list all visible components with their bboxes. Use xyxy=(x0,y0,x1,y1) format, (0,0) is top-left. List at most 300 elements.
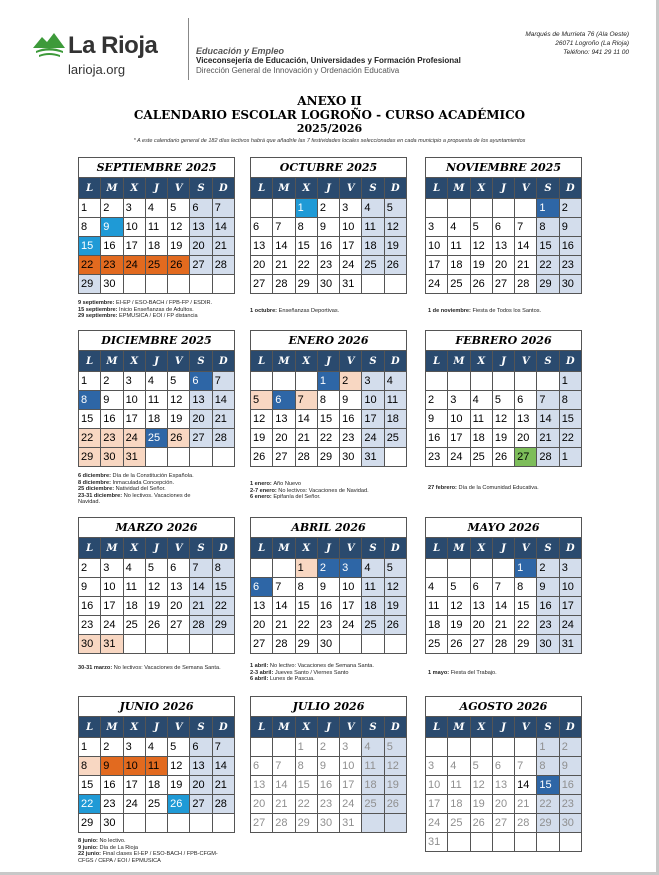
document-title xyxy=(0,94,659,135)
day-cell: 16 xyxy=(79,597,101,616)
day-cell: 6 xyxy=(251,757,273,776)
day-cell: 8 xyxy=(515,578,537,597)
note-date: 23-31 diciembre: xyxy=(78,492,124,499)
weekday-header: X xyxy=(295,538,317,559)
day-cell: 16 xyxy=(317,597,339,616)
empty-cell xyxy=(515,738,537,757)
empty-cell xyxy=(470,372,492,391)
empty-cell xyxy=(492,372,514,391)
day-cell: 18 xyxy=(123,597,145,616)
day-cell: 4 xyxy=(362,559,384,578)
month-calendar xyxy=(78,696,235,833)
day-cell: 25 xyxy=(362,256,384,275)
day-cell: 27 xyxy=(190,429,212,448)
day-cell: 12 xyxy=(470,776,492,795)
day-cell: 11 xyxy=(362,218,384,237)
day-cell: 19 xyxy=(384,597,406,616)
empty-cell xyxy=(190,814,212,833)
day-cell: 6 xyxy=(251,578,273,597)
empty-cell xyxy=(384,275,406,294)
day-cell: 1 xyxy=(79,199,101,218)
day-cell: 6 xyxy=(515,391,537,410)
day-cell: 25 xyxy=(362,616,384,635)
day-cell: 13 xyxy=(492,776,514,795)
day-cell: 3 xyxy=(426,218,448,237)
empty-cell xyxy=(384,635,406,654)
weekday-header: L xyxy=(251,717,273,738)
month-calendar xyxy=(78,330,235,467)
day-cell: 4 xyxy=(362,738,384,757)
weekday-header: M xyxy=(448,717,470,738)
empty-cell xyxy=(168,275,190,294)
day-cell: 8 xyxy=(79,218,101,237)
weekday-header: S xyxy=(190,351,212,372)
empty-cell xyxy=(145,275,167,294)
empty-cell xyxy=(515,199,537,218)
day-cell: 22 xyxy=(295,616,317,635)
day-cell: 19 xyxy=(168,237,190,256)
day-cell: 20 xyxy=(515,429,537,448)
day-cell: 8 xyxy=(537,218,559,237)
note-text: EI-EP / ESO-BACH / FPB-FP / ESDIR. xyxy=(115,300,213,306)
empty-cell xyxy=(340,635,362,654)
day-cell: 17 xyxy=(426,795,448,814)
weekday-header: L xyxy=(79,717,101,738)
month-calendar xyxy=(78,517,235,654)
note-line xyxy=(250,494,420,501)
day-cell: 26 xyxy=(470,814,492,833)
day-cell: 19 xyxy=(145,597,167,616)
day-cell: 14 xyxy=(273,597,295,616)
day-cell: 24 xyxy=(559,616,581,635)
day-cell: 20 xyxy=(273,429,295,448)
empty-cell xyxy=(251,559,273,578)
weekday-header: M xyxy=(101,178,123,199)
day-cell: 17 xyxy=(101,597,123,616)
day-cell: 17 xyxy=(340,237,362,256)
day-cell: 29 xyxy=(79,814,101,833)
empty-cell xyxy=(492,833,514,852)
day-cell: 16 xyxy=(317,776,339,795)
day-cell: 6 xyxy=(470,578,492,597)
day-cell: 8 xyxy=(212,559,234,578)
day-cell: 21 xyxy=(273,795,295,814)
weekday-header: V xyxy=(340,538,362,559)
day-cell: 2 xyxy=(559,738,581,757)
day-cell: 15 xyxy=(295,776,317,795)
day-cell: 30 xyxy=(559,275,581,294)
note-date: 25 diciembre: xyxy=(78,486,116,493)
weekday-header: X xyxy=(470,717,492,738)
note-date: 6 enero: xyxy=(250,494,274,501)
weekday-header: D xyxy=(212,351,234,372)
empty-cell xyxy=(273,559,295,578)
day-cell: 29 xyxy=(515,635,537,654)
day-cell: 2 xyxy=(426,391,448,410)
note-date: 1 enero: xyxy=(250,481,274,487)
day-cell: 11 xyxy=(145,391,167,410)
day-cell: 6 xyxy=(492,757,514,776)
note-line xyxy=(428,308,598,315)
day-cell: 10 xyxy=(559,578,581,597)
weekday-header: M xyxy=(273,717,295,738)
day-cell: 12 xyxy=(448,597,470,616)
day-cell: 1 xyxy=(515,559,537,578)
weekday-header: D xyxy=(559,538,581,559)
day-cell: 10 xyxy=(123,757,145,776)
day-cell: 8 xyxy=(295,218,317,237)
empty-cell xyxy=(273,372,295,391)
day-cell: 6 xyxy=(492,218,514,237)
day-cell: 23 xyxy=(340,429,362,448)
day-cell: 28 xyxy=(295,448,317,467)
empty-cell xyxy=(190,635,212,654)
day-cell: 9 xyxy=(426,410,448,429)
day-cell: 8 xyxy=(295,757,317,776)
day-cell: 4 xyxy=(426,578,448,597)
day-cell: 14 xyxy=(212,218,234,237)
day-cell: 24 xyxy=(448,448,470,467)
empty-cell xyxy=(384,814,406,833)
day-cell: 29 xyxy=(537,814,559,833)
day-cell: 29 xyxy=(295,275,317,294)
empty-cell xyxy=(251,372,273,391)
rioja-mountain-icon xyxy=(32,28,66,58)
day-cell: 8 xyxy=(79,391,101,410)
day-cell: 23 xyxy=(101,429,123,448)
day-cell: 3 xyxy=(426,757,448,776)
day-cell: 5 xyxy=(168,199,190,218)
day-cell: 20 xyxy=(492,795,514,814)
academic-year: 2025/2026 xyxy=(296,122,363,135)
day-cell: 15 xyxy=(79,237,101,256)
empty-cell xyxy=(448,833,470,852)
day-cell: 23 xyxy=(101,795,123,814)
day-cell: 25 xyxy=(145,429,167,448)
day-cell: 6 xyxy=(190,738,212,757)
day-cell: 13 xyxy=(190,218,212,237)
weekday-header: M xyxy=(448,538,470,559)
weekday-header: L xyxy=(251,351,273,372)
day-cell: 10 xyxy=(340,218,362,237)
notes-february xyxy=(428,485,598,492)
weekday-header: L xyxy=(426,351,448,372)
notes-april xyxy=(250,663,420,683)
month-calendar xyxy=(425,696,582,852)
day-cell: 15 xyxy=(515,597,537,616)
empty-cell xyxy=(470,559,492,578)
day-cell: 7 xyxy=(190,559,212,578)
day-cell: 10 xyxy=(340,578,362,597)
empty-cell xyxy=(212,814,234,833)
day-cell: 18 xyxy=(448,795,470,814)
day-cell: 12 xyxy=(384,578,406,597)
day-cell: 24 xyxy=(426,275,448,294)
day-cell: 9 xyxy=(559,757,581,776)
day-cell: 16 xyxy=(101,237,123,256)
day-cell: 25 xyxy=(145,795,167,814)
day-cell: 24 xyxy=(340,795,362,814)
day-cell: 22 xyxy=(515,616,537,635)
day-cell: 18 xyxy=(426,616,448,635)
day-cell: 3 xyxy=(340,559,362,578)
day-cell: 26 xyxy=(384,795,406,814)
note-text: Fiesta de Todos los Santos. xyxy=(472,308,542,314)
month-name: JUNIO 2026 xyxy=(78,696,235,716)
day-cell: 5 xyxy=(384,738,406,757)
day-cell: 18 xyxy=(362,776,384,795)
day-cell: 21 xyxy=(212,776,234,795)
day-cell: 17 xyxy=(448,429,470,448)
day-cell: 29 xyxy=(537,275,559,294)
day-cell: 20 xyxy=(190,776,212,795)
empty-cell xyxy=(273,738,295,757)
logo-url[interactable]: larioja.org xyxy=(68,62,126,77)
day-cell: 26 xyxy=(168,795,190,814)
empty-cell xyxy=(168,448,190,467)
day-cell: 3 xyxy=(448,391,470,410)
day-cell: 15 xyxy=(537,776,559,795)
day-cell: 11 xyxy=(470,410,492,429)
note-line xyxy=(78,486,208,493)
day-cell: 23 xyxy=(317,616,339,635)
day-cell: 7 xyxy=(492,578,514,597)
day-cell: 30 xyxy=(79,635,101,654)
month-calendar xyxy=(250,157,407,294)
day-cell: 17 xyxy=(340,776,362,795)
day-cell: 18 xyxy=(362,237,384,256)
day-cell: 24 xyxy=(340,256,362,275)
empty-cell xyxy=(448,372,470,391)
day-cell: 28 xyxy=(212,256,234,275)
day-cell: 28 xyxy=(212,795,234,814)
day-cell: 21 xyxy=(515,256,537,275)
day-cell: 25 xyxy=(470,448,492,467)
day-cell: 28 xyxy=(537,448,559,467)
dept-line-2: Viceconsejería de Educación, Universidades y Formación Profesional xyxy=(196,56,461,65)
note-text: Enseñanzas Deportivas. xyxy=(278,308,340,314)
day-cell: 3 xyxy=(123,199,145,218)
note-text: No lectivo: Vacaciones de Semana Santa. xyxy=(269,663,374,669)
day-cell: 31 xyxy=(340,814,362,833)
note-date: 15 septiembre: xyxy=(78,306,120,313)
day-cell: 1 xyxy=(537,738,559,757)
weekday-header: V xyxy=(340,717,362,738)
empty-cell xyxy=(212,448,234,467)
empty-cell xyxy=(145,814,167,833)
la-rioja-logo xyxy=(32,28,182,78)
weekday-header: M xyxy=(101,351,123,372)
weekday-header: L xyxy=(426,717,448,738)
note-text: No lectivos. Vacaciones de Navidad. xyxy=(78,492,191,506)
day-cell: 12 xyxy=(492,410,514,429)
day-cell: 3 xyxy=(362,372,384,391)
day-cell: 14 xyxy=(295,410,317,429)
weekday-header: J xyxy=(317,178,339,199)
month-calendar xyxy=(425,157,582,294)
weekday-header: J xyxy=(492,178,514,199)
day-cell: 7 xyxy=(537,391,559,410)
day-cell: 21 xyxy=(492,616,514,635)
day-cell: 5 xyxy=(251,391,273,410)
day-cell: 8 xyxy=(537,757,559,776)
day-cell: 24 xyxy=(426,814,448,833)
month-calendar xyxy=(250,696,407,833)
calendar-title: CALENDARIO ESCOLAR LOGROÑO - CURSO ACADÉMICO xyxy=(133,108,526,122)
day-cell: 27 xyxy=(251,275,273,294)
day-cell: 31 xyxy=(426,833,448,852)
weekday-header: X xyxy=(123,178,145,199)
empty-cell xyxy=(537,372,559,391)
day-cell: 2 xyxy=(101,738,123,757)
day-cell: 30 xyxy=(101,275,123,294)
day-cell: 23 xyxy=(537,616,559,635)
note-line xyxy=(250,663,420,670)
day-cell: 22 xyxy=(79,256,101,275)
day-cell: 9 xyxy=(101,218,123,237)
calendar-note: * A este calendario general de 182 días lectivos habrá que añadirle las 7 festividades locales seleccionadas en cada municipio a propuesta de los ayuntamientos xyxy=(133,138,526,144)
weekday-header: X xyxy=(470,178,492,199)
weekday-header: S xyxy=(190,717,212,738)
department-block xyxy=(196,46,461,76)
day-cell: 22 xyxy=(559,429,581,448)
day-cell: 16 xyxy=(537,597,559,616)
day-cell: 11 xyxy=(145,218,167,237)
empty-cell xyxy=(190,275,212,294)
day-cell: 16 xyxy=(559,776,581,795)
empty-cell xyxy=(145,448,167,467)
weekday-header: X xyxy=(123,538,145,559)
day-cell: 11 xyxy=(362,757,384,776)
day-cell: 24 xyxy=(123,795,145,814)
day-cell: 2 xyxy=(340,372,362,391)
day-cell: 22 xyxy=(295,256,317,275)
day-cell: 9 xyxy=(559,218,581,237)
day-cell: 20 xyxy=(251,256,273,275)
day-cell: 13 xyxy=(168,578,190,597)
note-text: Fiesta del Trabajo. xyxy=(450,670,497,676)
empty-cell xyxy=(537,833,559,852)
weekday-header: M xyxy=(273,538,295,559)
day-cell: 7 xyxy=(273,578,295,597)
month-name: ENERO 2026 xyxy=(250,330,407,350)
day-cell: 21 xyxy=(537,429,559,448)
day-cell: 9 xyxy=(79,578,101,597)
weekday-header: V xyxy=(515,351,537,372)
day-cell: 19 xyxy=(470,256,492,275)
day-cell: 28 xyxy=(515,814,537,833)
day-cell: 4 xyxy=(145,199,167,218)
day-cell: 7 xyxy=(515,757,537,776)
note-text: Día de la Comunidad Educativa. xyxy=(458,485,539,491)
day-cell: 25 xyxy=(384,429,406,448)
empty-cell xyxy=(384,448,406,467)
weekday-header: M xyxy=(101,538,123,559)
day-cell: 4 xyxy=(123,559,145,578)
day-cell: 9 xyxy=(317,578,339,597)
day-cell: 29 xyxy=(317,448,339,467)
note-line xyxy=(78,851,228,864)
note-line xyxy=(250,481,420,488)
note-date: 30-31 marzo: xyxy=(78,665,114,671)
day-cell: 13 xyxy=(273,410,295,429)
note-date: 1 mayo: xyxy=(428,670,451,676)
empty-cell xyxy=(212,275,234,294)
address-line-2: 26071 Logroño (La Rioja) xyxy=(555,40,629,47)
month-name: JULIO 2026 xyxy=(250,696,407,716)
month-name: NOVIEMBRE 2025 xyxy=(425,157,582,177)
weekday-header: D xyxy=(212,538,234,559)
day-cell: 20 xyxy=(251,795,273,814)
day-cell: 10 xyxy=(101,578,123,597)
day-cell: 13 xyxy=(251,776,273,795)
day-cell: 11 xyxy=(362,578,384,597)
day-cell: 15 xyxy=(537,237,559,256)
weekday-header: J xyxy=(317,538,339,559)
day-cell: 13 xyxy=(492,237,514,256)
day-cell: 13 xyxy=(190,757,212,776)
weekday-header: X xyxy=(470,538,492,559)
day-cell: 24 xyxy=(101,616,123,635)
note-text: Lunes de Pascua. xyxy=(269,676,315,683)
day-cell: 14 xyxy=(273,776,295,795)
note-text: Final clases EI-EP / ESO-BACH / FPB-CFGM-CFGS / CEPA / EOI / EPMUSICA xyxy=(78,851,218,864)
day-cell: 2 xyxy=(79,559,101,578)
day-cell: 17 xyxy=(123,776,145,795)
day-cell: 30 xyxy=(317,814,339,833)
notes-may xyxy=(428,670,598,677)
weekday-header: S xyxy=(190,178,212,199)
day-cell: 10 xyxy=(426,776,448,795)
weekday-header: L xyxy=(79,538,101,559)
day-cell: 23 xyxy=(101,256,123,275)
empty-cell xyxy=(426,199,448,218)
day-cell: 22 xyxy=(79,795,101,814)
day-cell: 13 xyxy=(190,391,212,410)
note-line xyxy=(250,308,420,315)
empty-cell xyxy=(123,814,145,833)
day-cell: 10 xyxy=(123,391,145,410)
day-cell: 18 xyxy=(145,237,167,256)
day-cell: 7 xyxy=(515,218,537,237)
day-cell: 16 xyxy=(101,410,123,429)
weekday-header: D xyxy=(384,351,406,372)
note-text: Año Nuevo xyxy=(273,481,302,487)
day-cell: 17 xyxy=(559,597,581,616)
day-cell: 30 xyxy=(317,635,339,654)
weekday-header: S xyxy=(362,717,384,738)
day-cell: 21 xyxy=(515,795,537,814)
month-name: OCTUBRE 2025 xyxy=(250,157,407,177)
note-date: 9 junio: xyxy=(78,844,100,851)
empty-cell xyxy=(273,199,295,218)
address-block xyxy=(525,30,629,57)
day-cell: 9 xyxy=(537,578,559,597)
empty-cell xyxy=(123,275,145,294)
note-date: 29 septiembre: xyxy=(78,313,120,320)
day-cell: 3 xyxy=(340,199,362,218)
day-cell: 7 xyxy=(212,372,234,391)
day-cell: 21 xyxy=(273,256,295,275)
weekday-header: V xyxy=(515,538,537,559)
month-name: AGOSTO 2026 xyxy=(425,696,582,716)
day-cell: 26 xyxy=(384,616,406,635)
day-cell: 31 xyxy=(559,635,581,654)
note-text: No lectivos: Vacaciones de Navidad. xyxy=(278,487,369,494)
weekday-header: X xyxy=(295,717,317,738)
note-line xyxy=(78,838,228,845)
day-cell: 16 xyxy=(426,429,448,448)
